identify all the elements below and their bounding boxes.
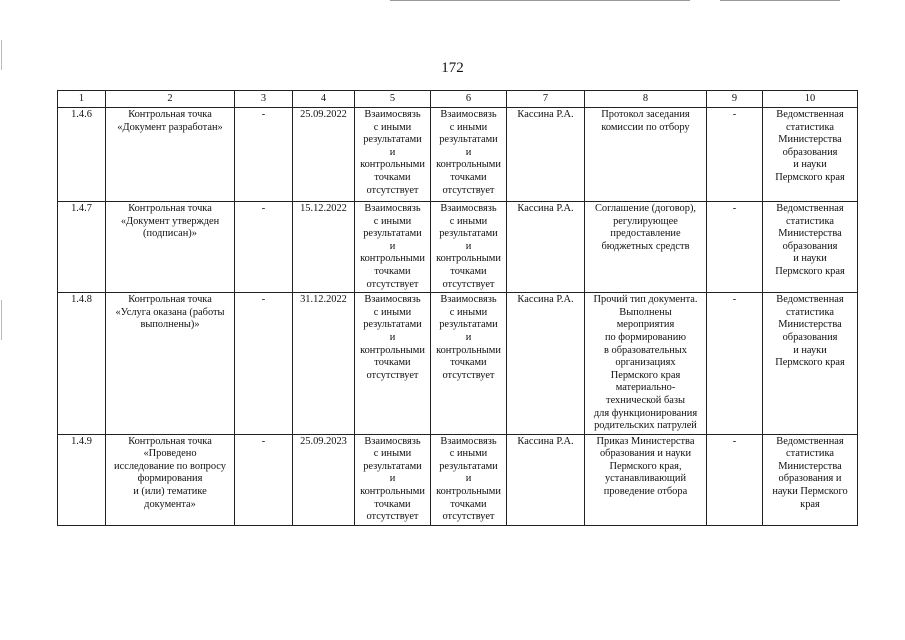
column-header: 8: [585, 91, 707, 108]
due-date: 25.09.2022: [293, 108, 355, 202]
info-source: Ведомственная статистика Министерства образования и науки Пермского края: [763, 293, 858, 435]
table-row: [58, 293, 858, 435]
relation-cell: Взаимосвязь с иными результатами и контрольными точками отсутствует: [355, 202, 431, 293]
cell-dash: -: [235, 108, 293, 202]
column-header: 3: [235, 91, 293, 108]
due-date: 31.12.2022: [293, 293, 355, 435]
relation-cell: Взаимосвязь с иными результатами и контрольными точками отсутствует: [431, 434, 507, 525]
info-source: Ведомственная статистика Министерства образования и науки Пермского края: [763, 434, 858, 525]
table-row: [58, 108, 858, 202]
cell-dash: -: [235, 202, 293, 293]
control-points-table: [57, 90, 858, 526]
column-header: 1: [58, 91, 106, 108]
table-row: [58, 202, 858, 293]
responsible-person: Кассина Р.А.: [507, 108, 585, 202]
responsible-person: Кассина Р.А.: [507, 293, 585, 435]
info-source: Ведомственная статистика Министерства образования и науки Пермского края: [763, 202, 858, 293]
cell-dash: -: [235, 434, 293, 525]
page-number: 172: [441, 60, 464, 76]
column-header: 7: [507, 91, 585, 108]
table-row: [58, 434, 858, 525]
due-date: 25.09.2023: [293, 434, 355, 525]
column-header: 9: [707, 91, 763, 108]
cell-dash: -: [707, 434, 763, 525]
row-number: 1.4.7: [58, 202, 106, 293]
relation-cell: Взаимосвязь с иными результатами и контрольными точками отсутствует: [431, 108, 507, 202]
scan-top-edge: [390, 0, 690, 1]
info-source: Ведомственная статистика Министерства образования и науки Пермского края: [763, 108, 858, 202]
control-point-name: Контрольная точка «Услуга оказана (работы выполнены)»: [106, 293, 235, 435]
column-header: 6: [431, 91, 507, 108]
column-header: 2: [106, 91, 235, 108]
column-header: 4: [293, 91, 355, 108]
row-number: 1.4.8: [58, 293, 106, 435]
responsible-person: Кассина Р.А.: [507, 434, 585, 525]
relation-cell: Взаимосвязь с иными результатами и контрольными точками отсутствует: [355, 293, 431, 435]
control-point-name: Контрольная точка «Документ разработан»: [106, 108, 235, 202]
document-type: Соглашение (договор), регулирующее предоставление бюджетных средств: [585, 202, 707, 293]
column-header: 5: [355, 91, 431, 108]
row-number: 1.4.9: [58, 434, 106, 525]
document-type: Прочий тип документа. Выполнены мероприятия по формированию в образовательных организациях Пермского края материально- технической базы для функционирования родительских патрулей: [585, 293, 707, 435]
relation-cell: Взаимосвязь с иными результатами и контрольными точками отсутствует: [355, 108, 431, 202]
control-point-name: Контрольная точка «Проведено исследование по вопросу формирования и (или) тематике документа»: [106, 434, 235, 525]
responsible-person: Кассина Р.А.: [507, 202, 585, 293]
relation-cell: Взаимосвязь с иными результатами и контрольными точками отсутствует: [431, 202, 507, 293]
due-date: 15.12.2022: [293, 202, 355, 293]
row-number: 1.4.6: [58, 108, 106, 202]
relation-cell: Взаимосвязь с иными результатами и контрольными точками отсутствует: [431, 293, 507, 435]
document-type: Протокол заседания комиссии по отбору: [585, 108, 707, 202]
cell-dash: -: [707, 108, 763, 202]
column-header: 10: [763, 91, 858, 108]
header-row: [58, 91, 858, 108]
scan-left-edge-lower: [1, 300, 2, 340]
relation-cell: Взаимосвязь с иными результатами и контрольными точками отсутствует: [355, 434, 431, 525]
scan-top-edge-right: [720, 0, 840, 1]
cell-dash: -: [707, 293, 763, 435]
cell-dash: -: [707, 202, 763, 293]
document-type: Приказ Министерства образования и науки Пермского края, устанавливающий проведение отбора: [585, 434, 707, 525]
control-point-name: Контрольная точка «Документ утвержден (подписан)»: [106, 202, 235, 293]
cell-dash: -: [235, 293, 293, 435]
